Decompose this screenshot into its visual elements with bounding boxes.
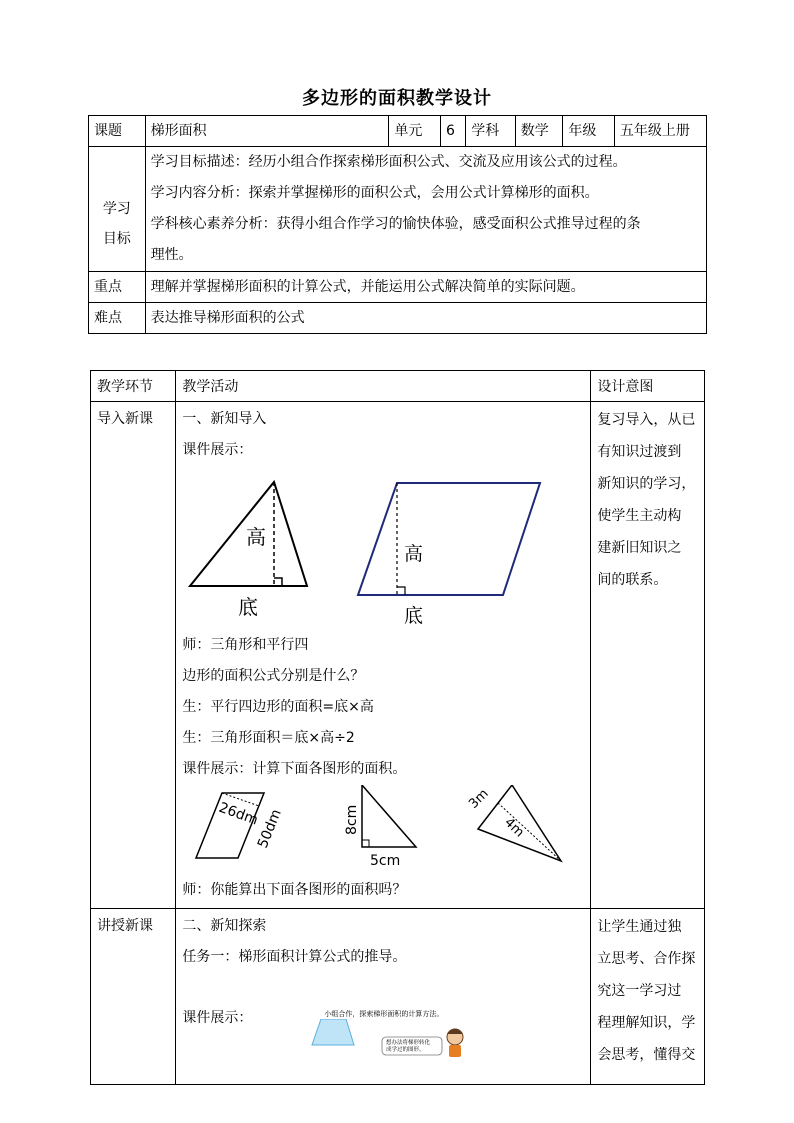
exercise-tilted-triangle (467, 785, 562, 861)
exercise-base-label: 5cm (370, 853, 401, 869)
plan-table (90, 370, 705, 1085)
parallelogram-base-label: 底 (404, 605, 424, 626)
student-body-icon (449, 1045, 461, 1057)
objectives-text: 学习目标描述：经历小组合作探索梯形面积公式、交流及应用该公式的过程。 学习内容分析：探索并掌握梯形的面积公式，会用公式计算梯形的面积。 学科核心素养分析：获得小组合作学习的愉快体验，感受面积公式推导过程的条 理性。 (145, 147, 706, 272)
grade-label: 年级 (563, 116, 615, 147)
objectives-row (89, 147, 707, 272)
show-label: 课件展示： (182, 1010, 253, 1026)
courseware-slide (306, 1019, 706, 1083)
unit-value: 6 (440, 116, 465, 147)
intent-intro: 复习导入，从已 有知识过渡到 新知识的学习， 使学生主动构 建新旧知识之 间的联系。 (591, 402, 705, 909)
activity-line: 生：三角形面积＝底×高÷2 (182, 730, 355, 746)
plan-header-row (91, 371, 705, 402)
trapezoid-shape (312, 1019, 354, 1045)
triangle-figure (190, 482, 307, 619)
triangle-parallelogram-figure (182, 466, 582, 626)
activity-intro (176, 402, 591, 909)
subject-label: 学科 (466, 116, 516, 147)
key-row (89, 272, 707, 303)
activity-heading: 一、新知导入 (182, 411, 267, 427)
info-table (88, 115, 707, 334)
subject-value: 数学 (515, 116, 563, 147)
document-title: 多边形的面积教学设计 (302, 88, 492, 109)
exercise-right-triangle (344, 785, 416, 869)
triangle-base-label: 底 (238, 595, 259, 619)
key-label: 重点 (89, 272, 146, 303)
difficulty-label: 难点 (89, 303, 146, 334)
activity-line: 课件展示：计算下面各图形的面积。 (182, 761, 407, 777)
triangle-height-label: 高 (246, 525, 267, 549)
parallelogram-shape (358, 483, 540, 595)
header-stage: 教学环节 (91, 371, 176, 402)
difficulty-row (89, 303, 707, 334)
stage-new: 讲授新课 (91, 909, 176, 1085)
parallelogram-height-label: 高 (404, 543, 424, 565)
topic-row (89, 116, 707, 147)
right-angle-mark (274, 578, 282, 586)
key-value: 理解并掌握梯形面积的计算公式，并能运用公式解决简单的实际问题。 (145, 272, 706, 303)
activity-line: 生：平行四边形的面积=底×高 (182, 699, 374, 715)
exercise-shapes-figure (182, 785, 582, 871)
activity-line: 边形的面积公式分别是什么？ (182, 668, 365, 684)
objectives-label: 学习 目标 (89, 147, 146, 272)
plan-row-intro (91, 402, 705, 909)
topic-value: 梯形面积 (145, 116, 389, 147)
task-text: 任务一：梯形面积计算公式的推导。 (182, 949, 407, 965)
show-label: 课件展示： (182, 442, 253, 458)
activity-line: 师：三角形和平行四 (182, 637, 309, 653)
exercise-side-label: 26dm (217, 799, 261, 829)
plan-row-new (91, 909, 705, 1085)
right-angle-mark (397, 587, 405, 595)
intent-new: 让学生通过独 立思考、合作探 究这一学习过 程理解知识，学 会思考，懂得交 (591, 909, 705, 1085)
bubble-line: 成学过的图形。 (386, 1047, 425, 1053)
right-angle-mark (362, 840, 369, 847)
exercise-side-label: 3m (466, 786, 493, 812)
header-activity: 教学活动 (176, 371, 591, 402)
exercise-height-label: 8cm (344, 804, 361, 835)
topic-label: 课题 (89, 116, 146, 147)
stage-intro: 导入新课 (91, 402, 176, 909)
bubble-line: 想办法将梯形转化 (386, 1040, 431, 1046)
exercise-triangle-shape (362, 785, 416, 847)
activity-question: 师：你能算出下面各图形的面积吗？ (182, 882, 407, 898)
grade-value: 五年级上册 (614, 116, 706, 147)
header-intent: 设计意图 (591, 371, 705, 402)
parallelogram-figure (358, 483, 540, 626)
exercise-side-label: 50dm (255, 807, 286, 851)
exercise-side-label: 4m (501, 815, 528, 841)
student-hair-icon (447, 1029, 463, 1034)
activity-heading: 二、新知探索 (182, 918, 267, 934)
slide-caption: 小组合作，探索梯形面积的计算方法。 (324, 1010, 444, 1018)
unit-label: 单元 (389, 116, 441, 147)
difficulty-value: 表达推导梯形面积的公式 (145, 303, 706, 334)
activity-new (176, 909, 591, 1085)
exercise-parallelogram (196, 793, 285, 858)
